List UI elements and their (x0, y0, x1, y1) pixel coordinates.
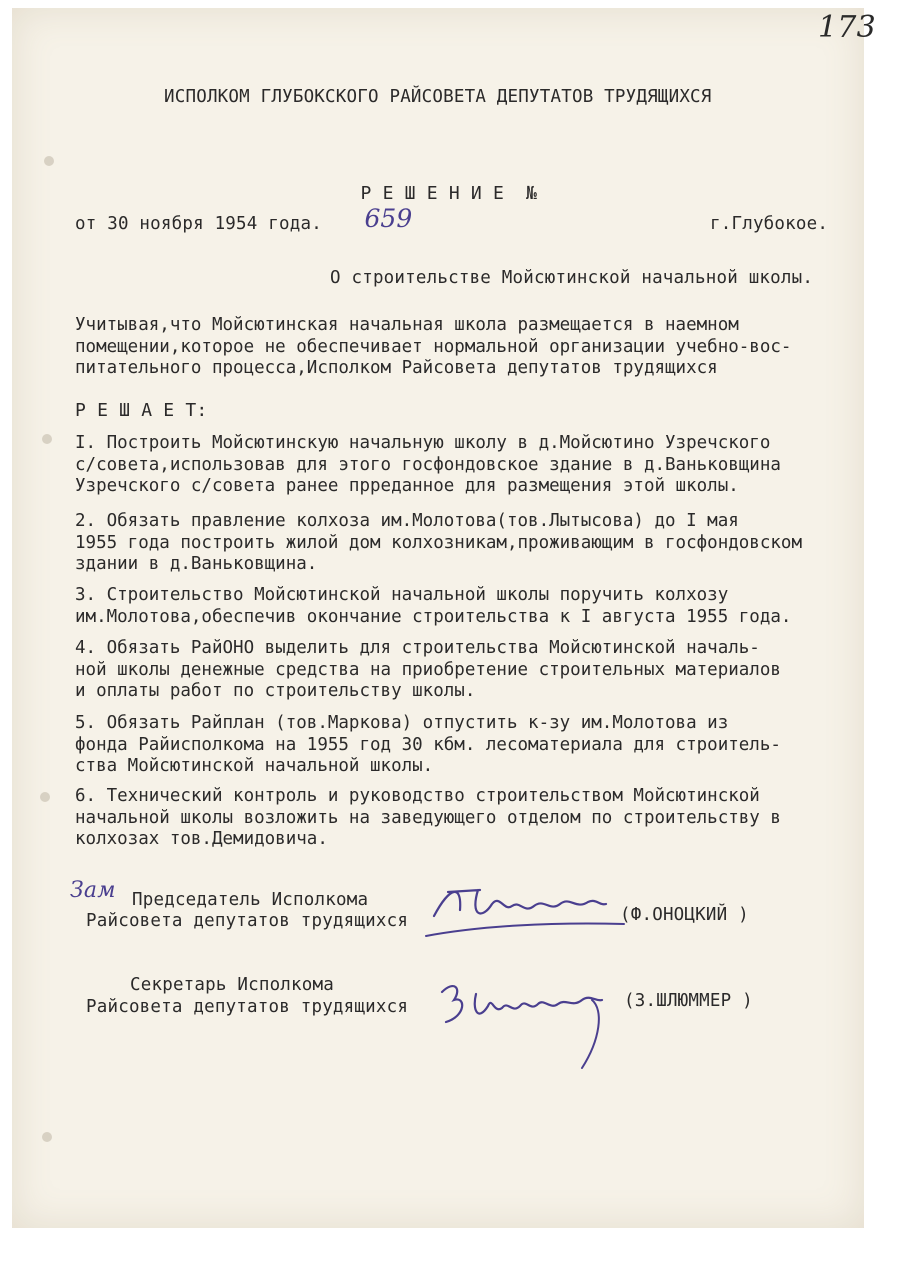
place-line: г.Глубокое. (710, 214, 829, 234)
decision-heading (322, 164, 537, 252)
secretary-org: Райсовета депутатов трудящихся (86, 997, 409, 1017)
deputy-annotation: Зам (70, 878, 116, 903)
document-header: ИСПОЛКОМ ГЛУБОКСКОГО РАЙСОВЕТА ДЕПУТАТОВ ТРУДЯЩИХСЯ (164, 87, 712, 107)
point-2: 2. Обязать правление колхоза им.Молотова(тов.Лытысова) до I мая 1955 года построить жилой дом колхозникам,проживающим в госфондовском здании в д.Ваньковщина. (75, 511, 802, 574)
date-line: от 30 ноября 1954 года. (75, 214, 322, 234)
point-3: 3. Строительство Мойсютинской начальной школы поручить колхозу им.Молотова,обеспечив окончание строительства к I августа 1955 года. (75, 585, 792, 627)
binder-hole (42, 1132, 52, 1142)
binder-hole (42, 434, 52, 444)
document-sheet (12, 8, 876, 1228)
secretary-signature (432, 970, 632, 1070)
chairman-org: Райсовета депутатов трудящихся (86, 911, 409, 931)
chairman-name: (Ф.ОНОЦКИЙ ) (620, 905, 749, 925)
binder-hole (40, 792, 50, 802)
secretary-name: (З.ШЛЮММЕР ) (624, 991, 753, 1011)
decision-label: Р Е Ш Е Н И Е № (360, 183, 538, 204)
point-4: 4. Обязать РайОНО выделить для строительства Мойсютинской началь- ной школы денежные средства на приобретение строительных материалов и оплаты работ по строительству школы. (75, 638, 781, 701)
binder-hole (44, 156, 54, 166)
point-6: 6. Технический контроль и руководство строительством Мойсютинской начальной школы возложить на заведующего отделом по строительству в колхозах тов.Демидовича. (75, 786, 781, 849)
subject-line: О строительстве Мойсютинской начальной школы. (330, 268, 814, 288)
resolves-heading: Р Е Ш А Е Т: (75, 400, 208, 421)
chairman-title: Председатель Исполкома (132, 890, 369, 910)
page-number: 173 (818, 10, 876, 45)
chairman-signature (420, 876, 630, 946)
point-5: 5. Обязать Райплан (тов.Маркова) отпустить к-зу им.Молотова из фонда Райисполкома на 1955 год 30 кбм. лесоматериала для строитель- ства Мойсютинской начальной школы. (75, 713, 781, 776)
point-1: I. Построить Мойсютинскую начальную школу в д.Мойсютино Узречского с/совета,использовав для этого госфондовское здание в д.Ваньковщина Узречского с/совета ранее прреданное для размещения этой школы. (75, 433, 781, 496)
secretary-title: Секретарь Исполкома (130, 975, 334, 995)
preamble: Учитывая,что Мойсютинская начальная школа размещается в наемном помещении,которое не обеспечивает нормальной организации учебно-вос- питательного процесса,Исполком Райсовета депутатов трудящихся (75, 315, 792, 378)
decision-number: 659 (364, 204, 413, 233)
